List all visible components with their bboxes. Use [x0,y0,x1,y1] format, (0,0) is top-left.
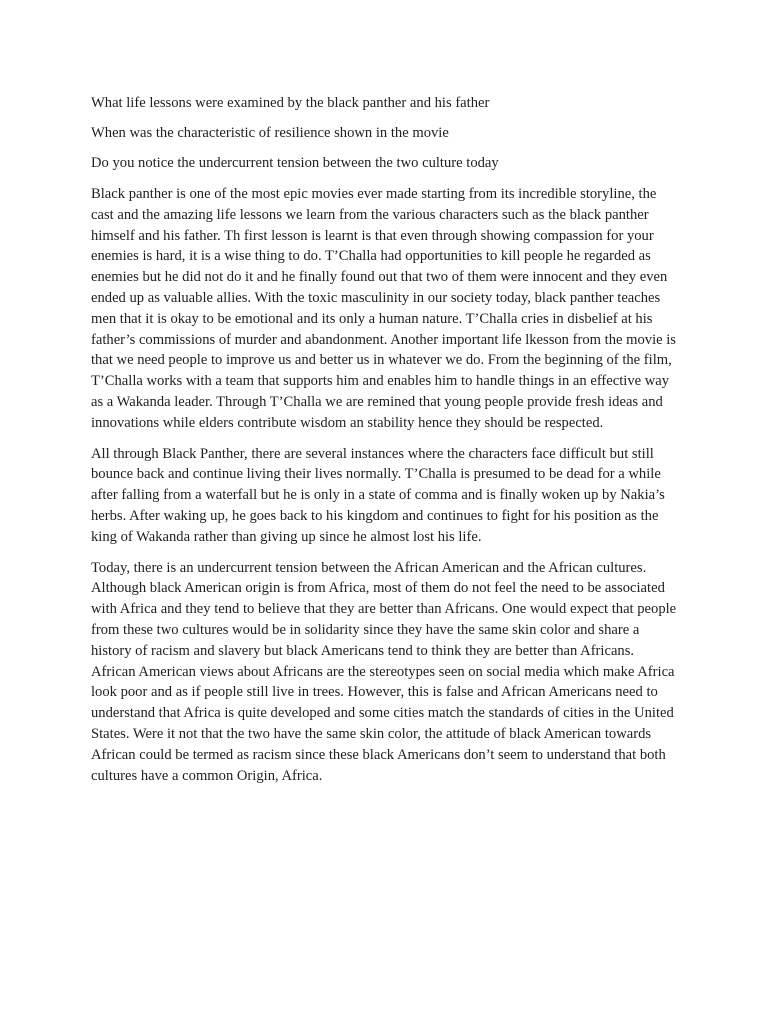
question-3: Do you notice the undercurrent tension between the two culture today [91,155,499,171]
paragraph-resilience: All through Black Panther, there are several instances where the characters face difficult but still bounce back and continue living their lives normally. T’Challa is presumed to be dead for a while after falling from a waterfall but he is only in a state of comma and is finally woken up by Nakia’s herbs. After waking up, he goes back to his kingdom and continues to fight for his position as the king of Wakanda rather than giving up since he almost lost his life. [91,445,665,545]
paragraph-life-lessons: Black panther is one of the most epic movies ever made starting from its incredible storyline, the cast and the amazing life lessons we learn from the various characters such as the black panther himself and his father. Th first lesson is learnt is that even through showing compassion for your enemies is hard, it is a wise thing to do. T’Challa had opportunities to kill people he regarded as enemies but he did not do it and he finally found out that two of them were innocent and they even ended up as valuable allies. With the toxic masculinity in our society today, black panther teaches men that it is okay to be emotional and its only a human nature. T’Challa cries in disbelief at his father’s commissions of murder and abandonment. Another important life lkesson from the movie is that we need people to improve us and better us in whatever we do. From the beginning of the film, T’Challa works with a team that supports him and enables him to handle things in an effective way as a Wakanda leader. Through T’Challa we are remined that young people provide fresh ideas and innovations while elders contribute wisdom an stability hence they should be respected. [91,186,676,431]
document-page [91,94,681,796]
paragraph-cultural-tension: Today, there is an undercurrent tension between the African American and the African cultures. Although black American origin is from Africa, most of them do not feel the need to be associated with Africa and they tend to believe that they are better than Africans. One would expect that people from these two cultures would be in solidarity since they have the same skin color and share a history of racism and slavery but black Americans tend to think they are better than Africans. African American views about Africans are the stereotypes seen on social media which make Africa look poor and as if people still live in trees. However, this is false and African Americans need to understand that Africa is quite developed and some cities match the standards of cities in the United States. Were it not that the two have the same skin color, the attitude of black American towards African could be termed as racism since these black Americans don’t seem to understand that both cultures have a common Origin, Africa. [91,559,677,784]
question-2: When was the characteristic of resilience shown in the movie [91,125,449,141]
question-1: What life lessons were examined by the black panther and his father [91,95,490,111]
